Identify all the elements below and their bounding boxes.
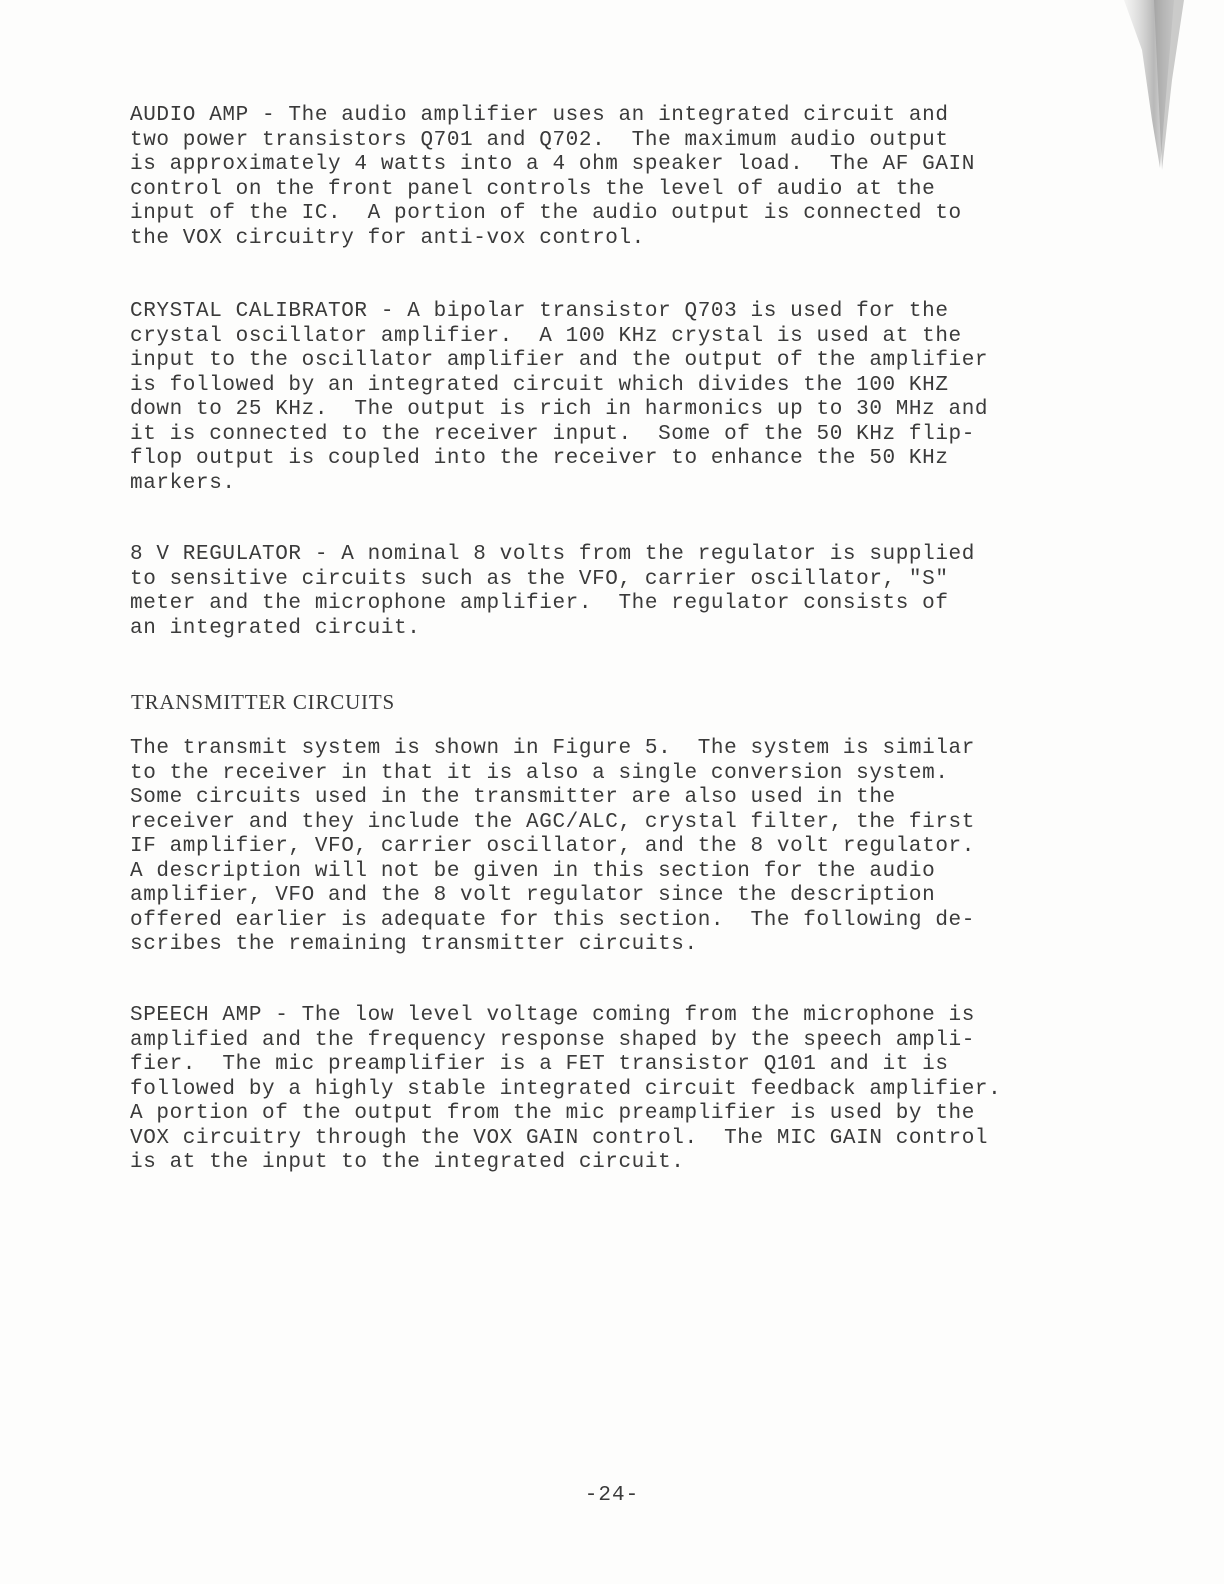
text-line: an integrated circuit. xyxy=(130,616,421,640)
text-line: is followed by an integrated circuit which divides the 100 KHZ xyxy=(130,373,949,397)
text-line: IF amplifier, VFO, carrier oscillator, and the 8 volt regulator. xyxy=(130,835,975,858)
text-line: input of the IC. A portion of the audio output is connected to xyxy=(130,202,962,225)
speech-amp-paragraph xyxy=(130,1004,1090,1176)
text-line: amplifier, VFO and the 8 volt regulator since the description xyxy=(130,884,936,907)
text-line: A description will not be given in this section for the audio xyxy=(130,859,936,883)
text-line: input to the oscillator amplifier and the output of the amplifier xyxy=(130,349,989,372)
text-line: is approximately 4 watts into a 4 ohm speaker load. The AF GAIN xyxy=(130,153,975,176)
text-line: receiver and they include the AGC/ALC, crystal filter, the first xyxy=(130,810,975,834)
text-line: markers. xyxy=(130,471,236,495)
text-line: two power transistors Q701 and Q702. The maximum audio output xyxy=(130,128,949,152)
transmitter-paragraph xyxy=(130,737,1090,958)
text-line: fier. The mic preamplifier is a FET transistor Q101 and it is xyxy=(130,1053,949,1076)
text-line: AUDIO AMP - The audio amplifier uses an integrated circuit and xyxy=(130,104,949,127)
text-line: down to 25 KHz. The output is rich in harmonics up to 30 MHz and xyxy=(130,398,989,421)
text-line: Some circuits used in the transmitter are also used in the xyxy=(130,786,896,809)
text-line: CRYSTAL CALIBRATOR - A bipolar transistor Q703 is used for the xyxy=(130,300,949,323)
text-line: VOX circuitry through the VOX GAIN control. The MIC GAIN control xyxy=(130,1126,989,1150)
text-line: SPEECH AMP - The low level voltage coming from the microphone is xyxy=(130,1004,975,1027)
text-line: to the receiver in that it is also a single conversion system. xyxy=(130,761,949,785)
text-line: scribes the remaining transmitter circuits. xyxy=(130,933,698,956)
text-line: A portion of the output from the mic preamplifier is used by the xyxy=(130,1102,975,1125)
scan-edge-shadow xyxy=(1114,0,1224,190)
text-line: flop output is coupled into the receiver to enhance the 50 KHz xyxy=(130,447,949,470)
text-line: 8 V REGULATOR - A nominal 8 volts from the regulator is supplied xyxy=(130,543,975,566)
section-heading: TRANSMITTER CIRCUITS xyxy=(131,690,395,714)
text-line: amplified and the frequency response shaped by the speech ampli- xyxy=(130,1028,975,1052)
text-line: crystal oscillator amplifier. A 100 KHz crystal is used at the xyxy=(130,324,962,348)
text-line: offered earlier is adequate for this section. The following de- xyxy=(130,908,975,932)
text-line: is at the input to the integrated circuit. xyxy=(130,1151,685,1174)
audio-amp-paragraph xyxy=(130,104,1090,251)
text-line: the VOX circuitry for anti-vox control. xyxy=(130,226,645,250)
text-line: followed by a highly stable integrated circuit feedback amplifier. xyxy=(130,1077,1002,1101)
text-line: The transmit system is shown in Figure 5. The system is similar xyxy=(130,737,975,760)
text-line: control on the front panel controls the level of audio at the xyxy=(130,177,936,201)
crystal-calibrator-paragraph xyxy=(130,300,1090,496)
page-number: -24- xyxy=(584,1484,640,1507)
text-line: to sensitive circuits such as the VFO, carrier oscillator, "S" xyxy=(130,567,949,591)
regulator-paragraph xyxy=(130,543,1090,641)
text-line: meter and the microphone amplifier. The regulator consists of xyxy=(130,592,949,615)
text-line: it is connected to the receiver input. Some of the 50 KHz flip- xyxy=(130,422,975,446)
